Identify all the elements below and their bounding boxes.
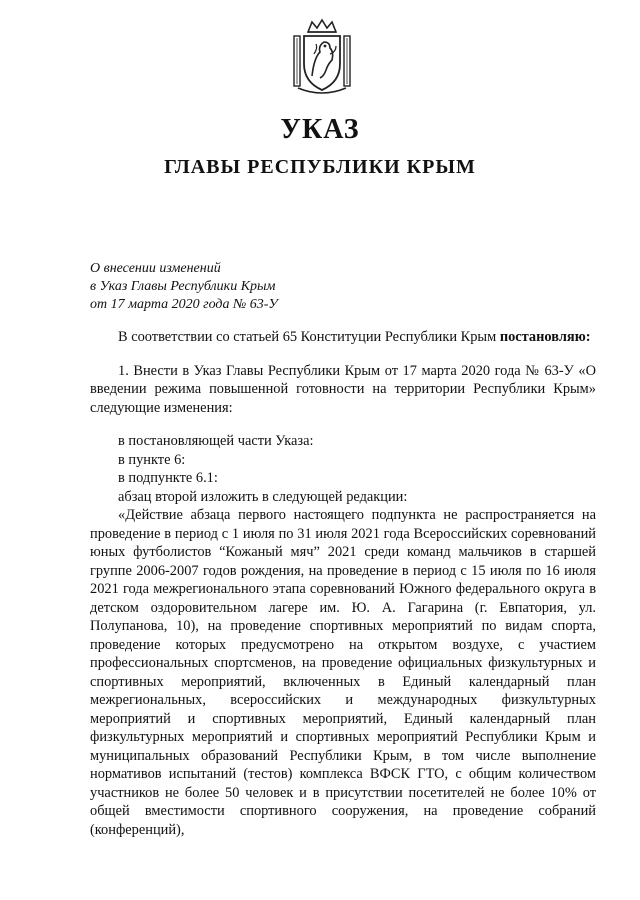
- decree-word: постановляю:: [499, 329, 591, 345]
- subject-line: от 17 марта 2020 года № 63-У: [90, 297, 278, 312]
- item-1-paragraph: 1. Внести в Указ Главы Республики Крым от 17 марта 2020 года № 63-У «О введении режима повышенной готовности на территории Республики Крым» следующие изменения:: [90, 362, 596, 416]
- document-body: [90, 328, 596, 839]
- preamble-paragraph: [90, 328, 596, 347]
- preamble-text: В соответствии со статьей 65 Конституции Республики Крым: [118, 329, 497, 345]
- subject-line: О внесении изменений: [90, 261, 221, 276]
- quoted-paragraph: «Действие абзаца первого настоящего подпункта не распространяется на проведение в период с 1 июля по 31 июля 2021 года Всероссийских соревнований юных футболистов “Кожаный мяч” 2021 среди команд мальчиков в старшей группе 2006-2007 годов рождения, на проведение в период с 15 июля по 16 июля 2021 года межрегионального этапа соревнований Южного федерального округа в детском оздоровительном лагере им. Ю. А. Гагарина (г. Евпатория, ул. Полупанова, 10), на проведение спортивных мероприятий по видам спорта, проведение которых предусмотрено на открытом воздухе, с участием профессиональных спортсменов, на проведение официальных физкультурных и спортивных мероприятий, включенных в Единый календарный план межрегиональных, всероссийских и международных физкультурных мероприятий и спортивных мероприятий, Единый календарный план физкультурных мероприятий и спортивных мероприятий Республики Крым и муниципальных образований Республики Крым, в том числе выполнение нормативов испытаний (тестов) комплекса ВФСК ГТО, с общим количеством участников не более 50 человек и в присутствии посетителей не более 10% от общей вместимости спортивного сооружения, на проведение собраний (конференций),: [90, 507, 596, 838]
- decree-subject: [90, 260, 278, 314]
- change-line: абзац второй изложить в следующей редакции:: [118, 488, 408, 505]
- change-line: в пункте 6:: [118, 451, 186, 468]
- document-subtitle: ГЛАВЫ РЕСПУБЛИКИ КРЫМ: [164, 156, 476, 178]
- coat-of-arms-icon: [290, 18, 354, 96]
- subject-line: в Указ Главы Республики Крым: [90, 279, 276, 294]
- document-title: УКАЗ: [280, 114, 360, 145]
- change-line: в подпункте 6.1:: [118, 470, 218, 486]
- change-line: в постановляющей части Указа:: [118, 433, 314, 449]
